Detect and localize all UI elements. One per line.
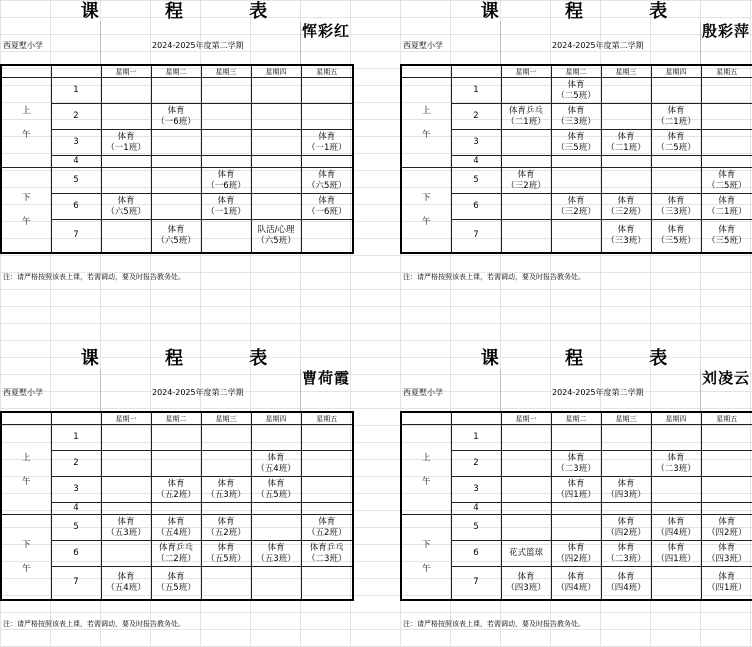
- afternoon-label: 下 午: [401, 515, 451, 600]
- class-cell[interactable]: 体育 （二5班）: [551, 78, 601, 104]
- class-cell[interactable]: [501, 451, 551, 477]
- schedule-note: 注：请严格按照该表上课，若需调动，要及时报告教务处。: [3, 273, 185, 281]
- period-number: 3: [51, 477, 101, 503]
- class-cell[interactable]: 队活/心理 （六5班）: [251, 220, 301, 253]
- class-cell[interactable]: 体育 （六5班）: [101, 194, 151, 220]
- class-cell[interactable]: [201, 78, 251, 104]
- timetable-grid: [0, 411, 354, 601]
- table-row: [401, 168, 752, 194]
- class-cell[interactable]: 体育 （三3班）: [601, 220, 651, 253]
- class-cell[interactable]: 体育 （五3班）: [251, 541, 301, 567]
- class-cell[interactable]: 体育 （五3班）: [201, 477, 251, 503]
- class-cell[interactable]: [601, 78, 651, 104]
- class-cell[interactable]: 体育 （四3班）: [501, 567, 551, 600]
- period-number: 4: [51, 503, 101, 515]
- class-cell[interactable]: [251, 194, 301, 220]
- table-row: [401, 515, 752, 541]
- class-cell[interactable]: [101, 104, 151, 130]
- period-number: 3: [451, 477, 501, 503]
- header-divider: [100, 369, 101, 411]
- day-header: 星期五: [701, 412, 752, 425]
- class-cell[interactable]: 体育 （五2班）: [201, 515, 251, 541]
- table-row: [401, 220, 752, 253]
- class-cell[interactable]: 体育 （三3班）: [651, 194, 701, 220]
- table-row: [1, 541, 353, 567]
- days-header-row: [401, 65, 752, 78]
- table-row: [401, 477, 752, 503]
- schedule-header: [400, 369, 752, 411]
- period-number: 1: [51, 425, 101, 451]
- class-cell[interactable]: [701, 156, 752, 168]
- class-cell[interactable]: 体育 （一1班）: [201, 194, 251, 220]
- period-number: 7: [451, 567, 501, 600]
- header-divider: [100, 22, 101, 64]
- class-cell[interactable]: [151, 503, 201, 515]
- schedule-panel: [400, 347, 752, 647]
- class-cell[interactable]: [701, 477, 752, 503]
- period-number: 2: [51, 451, 101, 477]
- class-cell[interactable]: [101, 78, 151, 104]
- schedule-note: 注：请严格按照该表上课，若需调动，要及时报告教务处。: [403, 620, 585, 628]
- schedule-panel: [0, 347, 352, 647]
- class-cell[interactable]: [651, 425, 701, 451]
- class-cell[interactable]: [101, 541, 151, 567]
- day-header: 星期一: [101, 412, 151, 425]
- header-divider: [500, 369, 501, 411]
- day-header: 星期一: [501, 412, 551, 425]
- period-number: 2: [451, 451, 501, 477]
- class-cell[interactable]: [701, 425, 752, 451]
- period-number: 7: [51, 567, 101, 600]
- class-cell[interactable]: [151, 425, 201, 451]
- class-cell[interactable]: [201, 156, 251, 168]
- class-cell[interactable]: 体育 （四4班）: [551, 567, 601, 600]
- schedule-header: [0, 22, 352, 64]
- table-row: [1, 503, 353, 515]
- class-cell[interactable]: [301, 567, 353, 600]
- day-header: 星期五: [301, 65, 353, 78]
- class-cell[interactable]: [501, 78, 551, 104]
- class-cell[interactable]: [701, 130, 752, 156]
- class-cell[interactable]: [601, 425, 651, 451]
- class-cell[interactable]: [151, 451, 201, 477]
- class-cell[interactable]: [251, 425, 301, 451]
- class-cell[interactable]: [151, 78, 201, 104]
- class-cell[interactable]: [251, 156, 301, 168]
- class-cell[interactable]: [651, 78, 701, 104]
- morning-label: 上 午: [1, 425, 51, 515]
- class-cell[interactable]: [601, 451, 651, 477]
- corner-cell: [1, 412, 51, 425]
- class-cell[interactable]: [601, 503, 651, 515]
- afternoon-label: 下 午: [1, 515, 51, 600]
- class-cell[interactable]: 体育 （五4班）: [151, 515, 201, 541]
- class-cell[interactable]: [101, 451, 151, 477]
- period-number: 6: [451, 194, 501, 220]
- term-label: 2024-2025年度第二学期: [552, 388, 644, 397]
- class-cell[interactable]: [501, 477, 551, 503]
- class-cell[interactable]: [701, 78, 752, 104]
- class-cell[interactable]: [551, 503, 601, 515]
- school-name: 西夏墅小学: [403, 388, 443, 397]
- day-header: 星期二: [551, 65, 601, 78]
- class-cell[interactable]: [551, 156, 601, 168]
- class-cell[interactable]: [201, 503, 251, 515]
- class-cell[interactable]: 体育 （一1班）: [301, 130, 353, 156]
- class-cell[interactable]: [501, 425, 551, 451]
- period-number: 1: [451, 425, 501, 451]
- class-cell[interactable]: 体育 （三2班）: [501, 168, 551, 194]
- class-cell[interactable]: [151, 156, 201, 168]
- class-cell[interactable]: 体育 （二1班）: [651, 104, 701, 130]
- class-cell[interactable]: [101, 156, 151, 168]
- class-cell[interactable]: [651, 477, 701, 503]
- class-cell[interactable]: 体育 （五5班）: [201, 541, 251, 567]
- period-number: 4: [451, 503, 501, 515]
- table-row: [401, 156, 752, 168]
- class-cell[interactable]: [651, 567, 701, 600]
- class-cell[interactable]: [601, 156, 651, 168]
- schedule-header: [0, 369, 352, 411]
- class-cell[interactable]: 体育 （五5班）: [251, 477, 301, 503]
- class-cell[interactable]: 体育 （三2班）: [551, 194, 601, 220]
- day-header: 星期一: [501, 65, 551, 78]
- class-cell[interactable]: [301, 425, 353, 451]
- day-header: 星期四: [651, 412, 701, 425]
- timetable-grid: [400, 411, 752, 601]
- class-cell[interactable]: 体育 （四1班）: [701, 567, 752, 600]
- days-header-row: [401, 412, 752, 425]
- class-cell[interactable]: [201, 130, 251, 156]
- day-header: 星期三: [601, 412, 651, 425]
- class-cell[interactable]: 体育 （一6班）: [301, 194, 353, 220]
- corner-cell: [451, 412, 501, 425]
- class-cell[interactable]: 体育 （三5班）: [651, 220, 701, 253]
- class-cell[interactable]: 体育 （一6班）: [201, 168, 251, 194]
- class-cell[interactable]: [101, 503, 151, 515]
- class-cell[interactable]: 体育 （四2班）: [601, 515, 651, 541]
- table-row: [1, 104, 353, 130]
- class-cell[interactable]: 体育 （五4班）: [251, 451, 301, 477]
- table-row: [1, 130, 353, 156]
- afternoon-label: 下 午: [401, 168, 451, 253]
- class-cell[interactable]: 体育 （二5班）: [701, 168, 752, 194]
- class-cell[interactable]: [651, 503, 701, 515]
- class-cell[interactable]: 体育 （二3班）: [651, 451, 701, 477]
- class-cell[interactable]: 体育 （一1班）: [101, 130, 151, 156]
- table-row: [401, 541, 752, 567]
- class-cell[interactable]: 体育 （四1班）: [551, 477, 601, 503]
- day-header: 星期五: [301, 412, 353, 425]
- class-cell[interactable]: [301, 220, 353, 253]
- class-cell[interactable]: [151, 130, 201, 156]
- class-cell[interactable]: [151, 194, 201, 220]
- table-row: [1, 156, 353, 168]
- class-cell[interactable]: 体育 （四2班）: [701, 515, 752, 541]
- table-row: [1, 451, 353, 477]
- period-number: 6: [51, 541, 101, 567]
- period-number: 5: [51, 168, 101, 194]
- class-cell[interactable]: 体育 （二3班）: [601, 541, 651, 567]
- day-header: 星期四: [251, 412, 301, 425]
- morning-label: 上 午: [1, 78, 51, 168]
- days-header-row: [1, 65, 353, 78]
- corner-cell: [51, 412, 101, 425]
- day-header: 星期五: [701, 65, 752, 78]
- class-cell[interactable]: 体育 （五2班）: [151, 477, 201, 503]
- class-cell[interactable]: [251, 503, 301, 515]
- period-number: 7: [451, 220, 501, 253]
- day-header: 星期一: [101, 65, 151, 78]
- school-name: 西夏墅小学: [3, 41, 43, 50]
- class-cell[interactable]: [301, 503, 353, 515]
- class-cell[interactable]: [301, 104, 353, 130]
- class-cell[interactable]: [501, 194, 551, 220]
- class-cell[interactable]: [551, 515, 601, 541]
- period-number: 2: [451, 104, 501, 130]
- table-row: [401, 567, 752, 600]
- period-number: 5: [51, 515, 101, 541]
- class-cell[interactable]: [251, 515, 301, 541]
- class-cell[interactable]: [501, 220, 551, 253]
- class-cell[interactable]: 体育 （五5班）: [151, 567, 201, 600]
- day-header: 星期二: [151, 65, 201, 78]
- table-row: [1, 515, 353, 541]
- day-header: 星期四: [251, 65, 301, 78]
- class-cell[interactable]: [101, 425, 151, 451]
- class-cell[interactable]: [201, 567, 251, 600]
- class-cell[interactable]: [701, 451, 752, 477]
- table-row: [1, 168, 353, 194]
- period-number: 4: [451, 156, 501, 168]
- class-cell[interactable]: [201, 425, 251, 451]
- table-row: [401, 104, 752, 130]
- class-cell[interactable]: 体育 （四4班）: [651, 515, 701, 541]
- period-number: 6: [51, 194, 101, 220]
- class-cell[interactable]: 体育 （四2班）: [551, 541, 601, 567]
- table-row: [1, 194, 353, 220]
- class-cell[interactable]: 体育 （三5班）: [551, 130, 601, 156]
- table-row: [401, 194, 752, 220]
- table-row: [401, 503, 752, 515]
- class-cell[interactable]: [251, 168, 301, 194]
- corner-cell: [451, 65, 501, 78]
- class-cell[interactable]: [201, 451, 251, 477]
- class-cell[interactable]: [301, 451, 353, 477]
- period-number: 6: [451, 541, 501, 567]
- class-cell[interactable]: [301, 156, 353, 168]
- period-number: 7: [51, 220, 101, 253]
- class-cell[interactable]: [201, 220, 251, 253]
- class-cell[interactable]: 体育 （四3班）: [701, 541, 752, 567]
- class-cell[interactable]: [601, 104, 651, 130]
- class-cell[interactable]: [551, 168, 601, 194]
- class-cell[interactable]: 体育 （三2班）: [601, 194, 651, 220]
- class-cell[interactable]: 体育 （四1班）: [651, 541, 701, 567]
- class-cell[interactable]: [151, 168, 201, 194]
- class-cell[interactable]: 体育 （二3班）: [551, 451, 601, 477]
- class-cell[interactable]: 体育乒乓 （二3班）: [301, 541, 353, 567]
- corner-cell: [401, 65, 451, 78]
- class-cell[interactable]: 体育 （五4班）: [101, 567, 151, 600]
- schedule-header: [400, 22, 752, 64]
- class-cell[interactable]: 花式篮球: [501, 541, 551, 567]
- class-cell[interactable]: 体育 （一6班）: [151, 104, 201, 130]
- class-cell[interactable]: [301, 477, 353, 503]
- period-number: 4: [51, 156, 101, 168]
- afternoon-label: 下 午: [1, 168, 51, 253]
- class-cell[interactable]: 体育 （二5班）: [651, 130, 701, 156]
- teacher-name: 恽彩红: [301, 22, 350, 40]
- school-name: 西夏墅小学: [403, 41, 443, 50]
- timetable-grid: [0, 64, 354, 254]
- class-cell[interactable]: 体育 （二1班）: [601, 130, 651, 156]
- schedule-title: 课 程 表: [480, 1, 698, 22]
- class-cell[interactable]: 体育 （三3班）: [551, 104, 601, 130]
- teacher-name: 殷彩萍: [701, 22, 750, 40]
- class-cell[interactable]: [301, 78, 353, 104]
- table-row: [1, 567, 353, 600]
- schedule-panel: [0, 0, 352, 300]
- class-cell[interactable]: [251, 104, 301, 130]
- period-number: 1: [51, 78, 101, 104]
- schedule-note: 注：请严格按照该表上课，若需调动，要及时报告教务处。: [3, 620, 185, 628]
- class-cell[interactable]: [101, 477, 151, 503]
- class-cell[interactable]: 体育 （六5班）: [301, 168, 353, 194]
- class-cell[interactable]: [601, 168, 651, 194]
- class-cell[interactable]: 体育 （三5班）: [701, 220, 752, 253]
- teacher-name: 曹荷霞: [301, 369, 350, 387]
- term-label: 2024-2025年度第二学期: [152, 388, 244, 397]
- term-label: 2024-2025年度第二学期: [552, 41, 644, 50]
- class-cell[interactable]: 体育乒乓 （二1班）: [501, 104, 551, 130]
- table-row: [1, 78, 353, 104]
- day-header: 星期四: [651, 65, 701, 78]
- class-cell[interactable]: [701, 503, 752, 515]
- school-name: 西夏墅小学: [3, 388, 43, 397]
- period-number: 1: [451, 78, 501, 104]
- corner-cell: [1, 65, 51, 78]
- table-row: [1, 425, 353, 451]
- class-cell[interactable]: [201, 104, 251, 130]
- class-cell[interactable]: [501, 156, 551, 168]
- table-row: [401, 425, 752, 451]
- class-cell[interactable]: [101, 220, 151, 253]
- class-cell[interactable]: 体育 （五2班）: [301, 515, 353, 541]
- class-cell[interactable]: 体育 （四4班）: [601, 567, 651, 600]
- days-header-row: [1, 412, 353, 425]
- table-row: [401, 78, 752, 104]
- period-number: 3: [451, 130, 501, 156]
- class-cell[interactable]: [551, 220, 601, 253]
- class-cell[interactable]: [701, 104, 752, 130]
- timetable-grid: [400, 64, 752, 254]
- schedule-title: 课 程 表: [80, 1, 298, 22]
- class-cell[interactable]: [251, 567, 301, 600]
- class-cell[interactable]: [251, 78, 301, 104]
- day-header: 星期二: [551, 412, 601, 425]
- teacher-name: 刘凌云: [701, 369, 750, 387]
- day-header: 星期二: [151, 412, 201, 425]
- period-number: 2: [51, 104, 101, 130]
- table-row: [1, 477, 353, 503]
- table-row: [401, 130, 752, 156]
- day-header: 星期三: [201, 412, 251, 425]
- schedule-panel: [400, 0, 752, 300]
- class-cell[interactable]: [551, 425, 601, 451]
- header-divider: [500, 22, 501, 64]
- period-number: 5: [451, 515, 501, 541]
- schedule-title: 课 程 表: [80, 348, 298, 369]
- class-cell[interactable]: [501, 515, 551, 541]
- class-cell[interactable]: [501, 130, 551, 156]
- class-cell[interactable]: 体育 （二1班）: [701, 194, 752, 220]
- corner-cell: [51, 65, 101, 78]
- table-row: [401, 451, 752, 477]
- term-label: 2024-2025年度第二学期: [152, 41, 244, 50]
- class-cell[interactable]: 体育 （四3班）: [601, 477, 651, 503]
- class-cell[interactable]: [101, 168, 151, 194]
- class-cell[interactable]: [251, 130, 301, 156]
- class-cell[interactable]: 体育乒乓 （二2班）: [151, 541, 201, 567]
- day-header: 星期三: [201, 65, 251, 78]
- morning-label: 上 午: [401, 78, 451, 168]
- table-row: [1, 220, 353, 253]
- schedule-note: 注：请严格按照该表上课，若需调动，要及时报告教务处。: [403, 273, 585, 281]
- class-cell[interactable]: 体育 （六5班）: [151, 220, 201, 253]
- class-cell[interactable]: [651, 168, 701, 194]
- period-number: 5: [451, 168, 501, 194]
- morning-label: 上 午: [401, 425, 451, 515]
- class-cell[interactable]: 体育 （五3班）: [101, 515, 151, 541]
- class-cell[interactable]: [651, 156, 701, 168]
- day-header: 星期三: [601, 65, 651, 78]
- period-number: 3: [51, 130, 101, 156]
- schedule-title: 课 程 表: [480, 348, 698, 369]
- class-cell[interactable]: [501, 503, 551, 515]
- corner-cell: [401, 412, 451, 425]
